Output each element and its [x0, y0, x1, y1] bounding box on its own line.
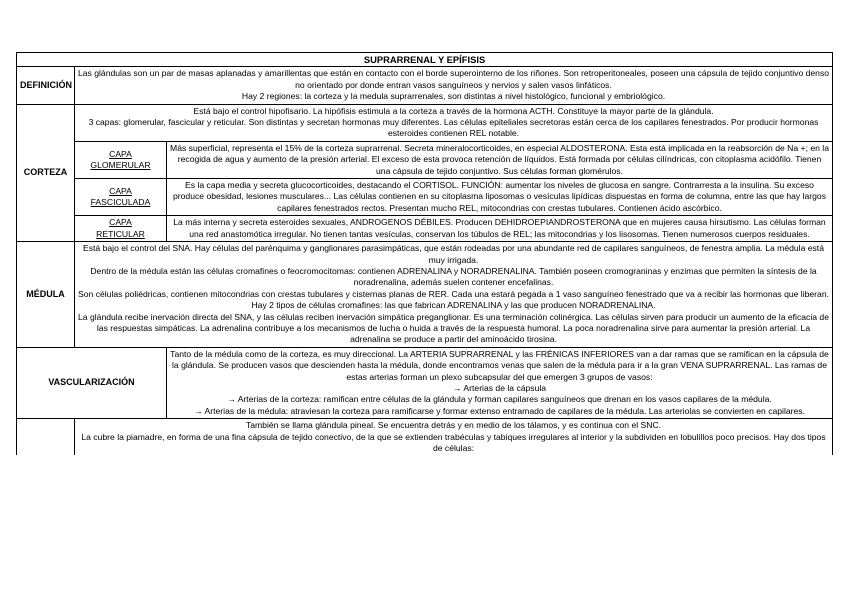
capa-label-line: GLOMERULAR	[90, 159, 151, 170]
table-title: SUPRARRENAL Y EPÍFISIS	[17, 53, 833, 67]
corteza-intro-line: 3 capas: glomerular, fascicular y reticular. Son distintas y secretan hormonas muy diferentes. Las células epiteliales secretoras están cerca de los capilares fenestrados. Por producir hormonas esteroides contienen REL notable.	[88, 117, 819, 139]
corteza-intro	[75, 104, 833, 141]
medula-line: Está bajo el control del SNA. Hay células del parénquima y ganglionares parasimpáticas, que están rodeadas por una abundante red de capilares sanguíneos, de fenestra amplia. La médula está muy irrigada.	[83, 243, 824, 265]
definicion-text	[75, 67, 833, 104]
capa-label-line: CAPA	[109, 217, 132, 228]
capa-label-line: CAPA	[109, 148, 132, 159]
capa-fasciculada-text: Es la capa media y secreta glucocorticoides, destacando el CORTISOL. FUNCIÓN: aumentar los niveles de glucosa en sangre. Contrarresta a la insulina. Su exceso produce obesidad, lesiones musculares... Las células contienen en su citoplasma liposomas o vesículas lipídicas dispuestas en forma de columna, entre las que hay largos capilares fenestrados rectos. Presentan mucho REL, mitocondrias con crestas tubulares. Contienen ácido ascórbico.	[167, 179, 833, 216]
epifisis-line: También se llama glándula pineal. Se encuentra detrás y en medio de los tálamos, y es continua con el SNC.	[245, 420, 662, 431]
capa-glomerular-row	[17, 141, 833, 178]
vascularizacion-row	[17, 347, 833, 418]
title-row	[17, 53, 833, 67]
epifisis-text	[75, 419, 833, 456]
capa-label-line: RETICULAR	[96, 228, 145, 239]
summary-table	[16, 52, 833, 455]
corteza-intro-row	[17, 104, 833, 141]
epifisis-line: La cubre la piamadre, en forma de una fina cápsula de tejido conectivo, de la que se extienden trabéculas y tabiques irregulares al interior y la subdividen en lobulillos poco precisos. Hay dos tipos de células:	[81, 431, 826, 453]
medula-row	[17, 242, 833, 348]
vascularizacion-item: → Arterias de la corteza: ramifican entre células de la glándula y forman capilares sanguíneos que drenan en los vasos capilares de la médula.	[227, 394, 772, 405]
epifisis-label	[17, 419, 75, 456]
medula-line: Dentro de la médula están las células cromafines o feocromocitomas: contienen ADRENALINA y NORADRENALINA. También poseen cromograninas y enzimas que permiten la síntesis de la noradrenalina, además suelen contener encefalinas.	[90, 265, 817, 288]
vascularizacion-intro: Tanto de la médula como de la corteza, es muy direccional. La ARTERIA SUPRARRENAL y las FRÉNICAS INFERIORES van a dar ramas que se ramifican en la cápsula de la glándula. Se producen vasos que descienden hasta la médula, donde encontramos venas que salen de la médula para ir a la gran VENA SUPRARRENAL. Las ramas de estas arterias forman un plexo subcapsular del que emergen 3 grupos de vasos:	[170, 348, 829, 382]
capa-glomerular-text: Más superficial, representa el 15% de la corteza suprarrenal. Secreta mineralocorticoides, en especial ALDOSTERONA. Esta está implicada en la reabsorción de Na +; en la recogida de agua y aumento de la presión arterial. El exceso de esta provoca retención de líquidos. Está formada por células cilíndricas, con citoplasma acidófilo. Tienen una cápsula de tejido conjuntivo. Sus células forman glomérulos.	[167, 141, 833, 178]
medula-line: Hay 2 tipos de células cromafines: las que fabrican ADRENALINA y las que producen NORADRENALINA.	[251, 300, 656, 311]
capa-glomerular-label	[75, 141, 167, 178]
capa-fasciculada-label	[75, 179, 167, 216]
epifisis-row	[17, 419, 833, 456]
medula-text	[75, 242, 833, 348]
corteza-label: CORTEZA	[17, 104, 75, 241]
capa-reticular-row	[17, 216, 833, 242]
vascularizacion-item: → Arterias de la cápsula	[452, 382, 547, 393]
medula-line: Son células poliédricas, contienen mitocondrias con crestas tubulares y cisternas planas de RER. Cada una estará pegada a 1 vaso sanguíneo fenestrado que va a recibir las hormonas que liberan.	[78, 288, 829, 299]
corteza-intro-line: Está bajo el control hipofisario. La hipófisis estimula a la corteza a través de la hormona ACTH. Constituye la mayor parte de la glándula.	[193, 105, 714, 116]
capa-label-line: CAPA	[109, 185, 132, 196]
capa-reticular-label	[75, 216, 167, 242]
definicion-line: Hay 2 regiones: la corteza y la medula suprarrenales, son distintas a nivel histológico, funcional y embriológico.	[241, 91, 666, 102]
document-sheet	[16, 52, 832, 455]
vascularizacion-label: VASCULARIZACIÓN	[17, 347, 167, 418]
capa-reticular-text: La más interna y secreta esteroides sexuales, ANDROGENOS DÉBILES. Producen DEHIDROEPIANDROSTERONA que en mujeres causa hirsutismo. Las células forman una red anastomótica irregular. No tienen tantas vesículas, conservan los túbulos de REL; las mitocondrias y los lisosomas. Tienen numerosos cuerpos residuales.	[167, 216, 833, 242]
capa-label-line: FASCICULADA	[90, 197, 151, 208]
definicion-label: DEFINICIÓN	[17, 67, 75, 104]
definicion-row	[17, 67, 833, 104]
vascularizacion-item: → Arterias de la médula: atraviesan la corteza para ramificarse y formar extenso entramado de capilares de la médula. Las arteriolas se convierten en capilares.	[194, 405, 805, 416]
vascularizacion-text	[167, 347, 833, 418]
medula-label: MÉDULA	[17, 242, 75, 348]
capa-fasciculada-row	[17, 179, 833, 216]
medula-line: La glándula recibe inervación directa del SNA, y las células reciben inervación simpática preganglionar. Es una terminación colinérgica. Las células sirven para producir un aumento de la eficacia de las respuestas simpáticas. La adrenalina contribuye a los mecanismos de lucha o huida a través de la respuesta humoral. La poca noradrenalina sirve para aumentar la presión arterial. La adrenalina se produce a partir del aminoácido tirosina.	[78, 311, 829, 345]
definicion-line: Las glándulas son un par de masas aplanadas y amarillentas que están en contacto con el borde superointerno de los riñones. Son retroperitoneales, poseen una cápsula de tejido conjuntivo denso no orientado por donde entran vasos sanguíneos y nervios y salen vasos linfáticos.	[78, 68, 830, 90]
